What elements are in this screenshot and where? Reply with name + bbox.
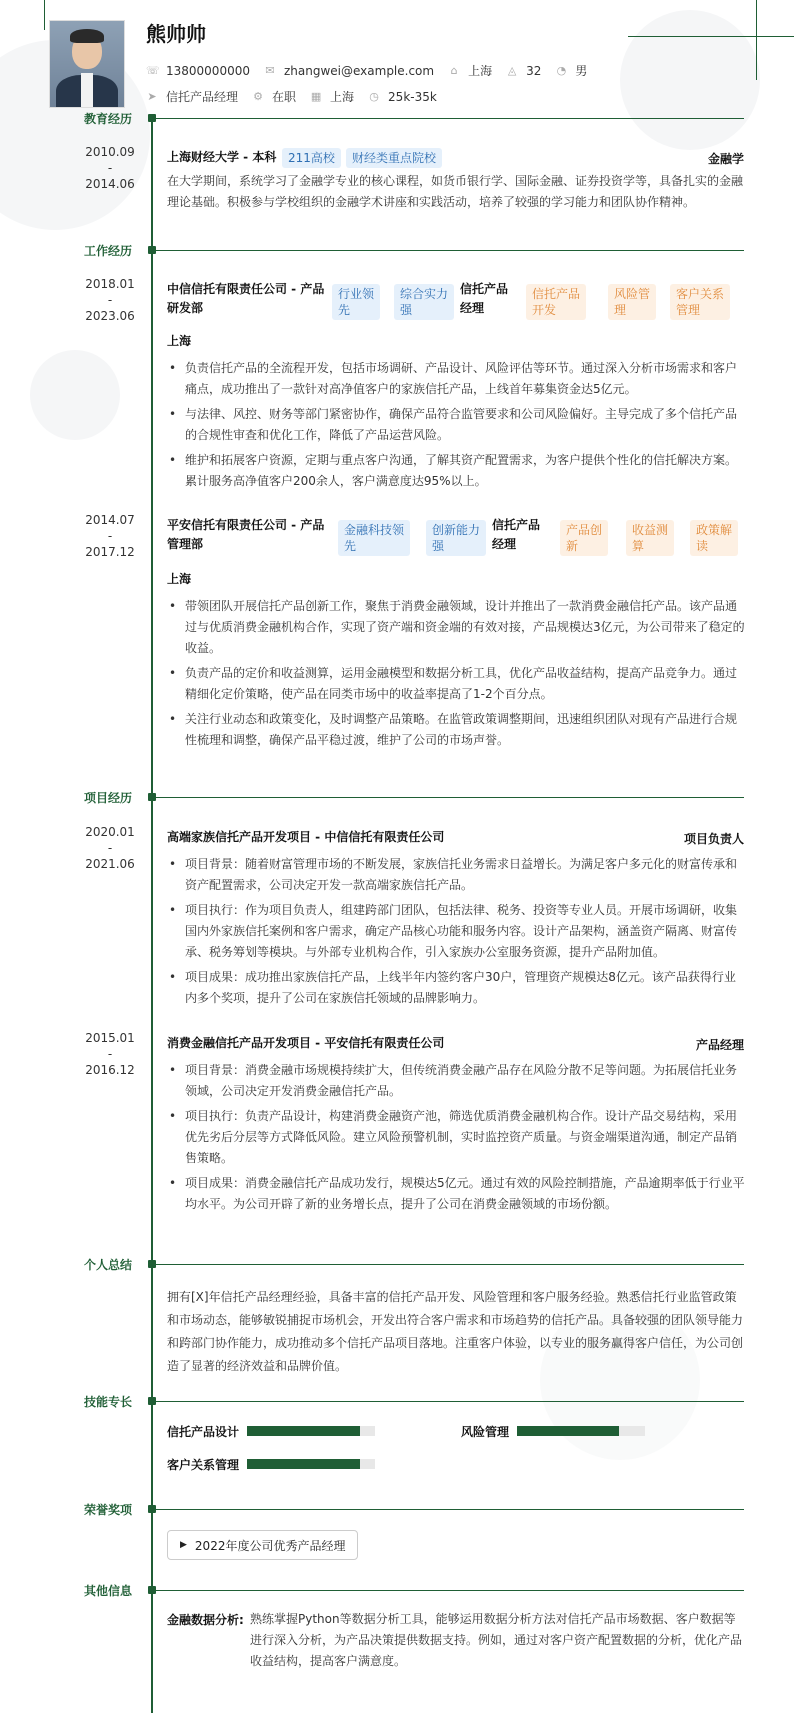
list-item: • 项目背景：消费金融市场规模持续扩大，但传统消费金融产品存在风险分散不足等问题。为拓展信托业务领域，公司决定开发消费金融信托产品。: [167, 1060, 747, 1102]
skill-name: 客户关系管理: [167, 1458, 240, 1472]
section-title-project: 项目经历: [84, 791, 133, 805]
school-name: 上海财经大学 - 本科: [167, 150, 277, 164]
section-title-other: 其他信息: [84, 1584, 133, 1598]
section-marker: [148, 1260, 156, 1268]
status-icon: ⚙: [253, 89, 263, 103]
skill-tag: 风险管 理: [608, 284, 656, 320]
list-item: • 带领团队开展信托产品创新工作，聚焦于消费金融领域，设计并推出了一款消费金融信托产品。该产品通过与优质消费金融机构合作，实现了资产端和资金端的有效对接，产品规模达3亿元，为公司带来了稳定的收益。: [167, 596, 747, 659]
project-date: 2015.01 - 2016.12: [85, 1031, 135, 1077]
section-divider: [152, 797, 744, 798]
project-title: 消费金融信托产品开发项目 - 平安信托有限责任公司: [167, 1036, 445, 1050]
company-tag: 创新能力 强: [426, 520, 486, 556]
skill-level-bar: [247, 1459, 375, 1469]
status-text: 在职: [272, 90, 297, 104]
gender-icon: ◔: [556, 63, 567, 77]
section-marker: [148, 114, 156, 122]
skill-tag: 客户关系 管理: [670, 284, 730, 320]
list-item: • 负责产品的定价和收益测算，运用金融模型和数据分析工具，优化产品收益结构，提高产品竞争力。通过精细化定价策略，使产品在同类市场中的收益率提高了1-2个百分点。: [167, 663, 747, 705]
project-bullets: [167, 1060, 747, 1219]
list-item: • 项目执行：作为项目负责人，组建跨部门团队，包括法律、税务、投资等专业人员。开展市场调研，收集国内外家族信托案例和客户需求，确定产品核心功能和服务内容。设计产品架构，涵盖资产隔离、财富传承、税务筹划等模块。与外部专业机构合作，引入家族办公室服务资源，提升产品附加值。: [167, 900, 747, 963]
location-icon: ⌂: [450, 63, 458, 77]
salary-text: 25k-35k: [388, 89, 437, 104]
other-info-text: 熟练掌握Python等数据分析工具，能够运用数据分析方法对信托产品市场数据、客户数据等进行深入分析，为产品决策提供数据支持。例如，通过对客户资产配置数据的分析，优化产品收益结构，提高客户满意度。: [250, 1612, 743, 1668]
age-icon: ◬: [507, 63, 517, 77]
list-item: • 维护和拓展客户资源，定期与重点客户沟通，了解其资产配置需求，为客户提供个性化的信托解决方案。累计服务高净值客户200余人，客户满意度达95%以上。: [167, 450, 747, 492]
section-marker: [148, 1586, 156, 1594]
education-tag: 财经类重点院校: [346, 148, 442, 168]
section-marker: [148, 793, 156, 801]
list-item: • 项目成果：消费金融信托产品成功发行，规模达5亿元。通过有效的风险控制措施，产品逾期率低于行业平均水平。为公司开辟了新的业务增长点，提升了公司在消费金融领域的市场份额。: [167, 1173, 747, 1215]
list-item: • 与法律、风控、财务等部门紧密协作，确保产品符合监管要求和公司风险偏好。主导完成了多个信托产品的合规性审查和优化工作，降低了产品运营风险。: [167, 404, 747, 446]
target-position-text: 信托产品经理: [166, 90, 239, 104]
list-item: • 项目成果：成功推出家族信托产品，上线半年内签约客户30户，管理资产规模达8亿元。该产品获得行业内多个奖项，提升了公司在家族信托领域的品牌影响力。: [167, 967, 747, 1009]
work-bullets: [167, 358, 747, 496]
work-bullets: [167, 596, 747, 755]
project-title: 高端家族信托产品开发项目 - 中信信托有限责任公司: [167, 830, 445, 844]
skill-name: 风险管理: [461, 1425, 510, 1439]
project-role: 产品经理: [695, 1038, 744, 1052]
skill-tag: 产品创 新: [560, 520, 608, 556]
section-divider: [152, 250, 744, 251]
email-text: zhangwei@example.com: [283, 63, 435, 78]
company-tag: 金融科技领 先: [338, 520, 410, 556]
section-marker: [148, 1505, 156, 1513]
decor-line: [44, 0, 45, 30]
education-tag: 211高校: [282, 148, 341, 168]
work-city: 上海: [167, 334, 192, 348]
section-marker: [148, 1397, 156, 1405]
major: 金融学: [707, 152, 744, 166]
age-text: 32: [526, 63, 542, 78]
timeline-line: [151, 115, 153, 1713]
section-title-skills: 技能专长: [84, 1395, 133, 1409]
company-tag: 行业领 先: [332, 284, 380, 320]
section-divider: [152, 118, 744, 119]
summary-text: 拥有[X]年信托产品经理经验，具备丰富的信托产品开发、风险管理和客户服务经验。熟悉信托行业监管政策和市场动态，能够敏锐捕捉市场机会，开发出符合客户需求和市场趋势的信托产品。具备较强的团队领导能力和跨部门协作能力，成功推动多个信托产品项目落地。注重客户体验，以专业的服务赢得客户信任，为公司创造了显著的经济效益和品牌价值。: [167, 1290, 744, 1373]
target-city-text: 上海: [330, 90, 355, 104]
project-bullets: [167, 854, 747, 1013]
section-divider: [152, 1509, 744, 1510]
project-role: 项目负责人: [683, 832, 744, 846]
education-date: 2010.09 - 2014.06: [85, 145, 135, 191]
position-icon: ➤: [147, 89, 157, 103]
education-description: 在大学期间，系统学习了金融学专业的核心课程，如货币银行学、国际金融、证券投资学等，具备扎实的金融理论基础。积极参与学校组织的金融学术讲座和实践活动，培养了较强的学习能力和团队协作精神。: [167, 174, 744, 209]
section-marker: [148, 246, 156, 254]
work-city: 上海: [167, 572, 192, 586]
phone-icon: ☏: [146, 63, 160, 77]
candidate-name: 熊帅帅: [146, 22, 206, 46]
section-title-awards: 荣誉奖项: [84, 1503, 133, 1517]
play-triangle-icon: ▶: [180, 1540, 187, 1550]
section-title-education: 教育经历: [84, 112, 133, 126]
decor-circle: [30, 350, 120, 440]
other-info-label: 金融数据分析:: [167, 1613, 244, 1627]
list-item: • 负责信托产品的全流程开发，包括市场调研、产品设计、风险评估等环节。通过深入分析市场需求和客户痛点，成功推出了一款针对高净值客户的家族信托产品，上线首年募集资金达5亿元。: [167, 358, 747, 400]
decor-line: [628, 36, 794, 37]
skill-tag: 政策解 读: [690, 520, 738, 556]
mail-icon: ✉: [265, 63, 275, 77]
award-item: [167, 1530, 358, 1560]
skill-tag: 信托产品 开发: [526, 284, 586, 320]
section-divider: [152, 1590, 744, 1591]
skill-level-bar: [247, 1426, 375, 1436]
phone-text: 13800000000: [166, 63, 250, 78]
section-title-work: 工作经历: [84, 244, 133, 258]
contact-row: [146, 62, 587, 79]
skill-name: 信托产品设计: [167, 1425, 240, 1439]
salary-icon: ◷: [369, 89, 379, 103]
section-title-summary: 个人总结: [84, 1258, 133, 1272]
work-date: 2014.07 - 2017.12: [85, 513, 135, 559]
work-company: 平安信托有限责任公司 - 产品 管理部: [167, 518, 325, 551]
list-item: • 项目背景：随着财富管理市场的不断发展，家族信托业务需求日益增长。为满足客户多元化的财富传承和资产配置需求，公司决定开发一款高端家族信托产品。: [167, 854, 747, 896]
list-item: • 项目执行：负责产品设计，构建消费金融资产池，筛选优质消费金融机构合作。设计产品交易结构，采用优先劣后分层等方式降低风险。建立风险预警机制，实时监控资产质量。与资金端渠道沟通，制定产品销售策略。: [167, 1106, 747, 1169]
section-divider: [152, 1264, 744, 1265]
gender-text: 男: [575, 64, 588, 78]
list-item: • 关注行业动态和政策变化，及时调整产品策略。在监管政策调整期间，迅速组织团队对现有产品进行合规性梳理和调整，确保产品平稳过渡，维护了公司的市场声誉。: [167, 709, 747, 751]
location-text: 上海: [468, 64, 493, 78]
work-date: 2018.01 - 2023.06: [85, 277, 135, 323]
work-company: 中信信托有限责任公司 - 产品 研发部: [167, 282, 325, 315]
skill-tag: 收益测 算: [626, 520, 674, 556]
company-tag: 综合实力 强: [394, 284, 454, 320]
city-icon: ▦: [310, 89, 322, 103]
work-role: 信托产品 经理: [460, 282, 509, 315]
decor-circle: [620, 10, 760, 150]
avatar: [49, 20, 125, 108]
project-date: 2020.01 - 2021.06: [85, 825, 135, 871]
job-intent-row: [146, 88, 437, 105]
skill-level-bar: [517, 1426, 645, 1436]
section-divider: [152, 1401, 744, 1402]
work-role: 信托产品 经理: [492, 518, 541, 551]
decor-line: [756, 0, 757, 80]
award-name: 2022年度公司优秀产品经理: [194, 1538, 346, 1553]
